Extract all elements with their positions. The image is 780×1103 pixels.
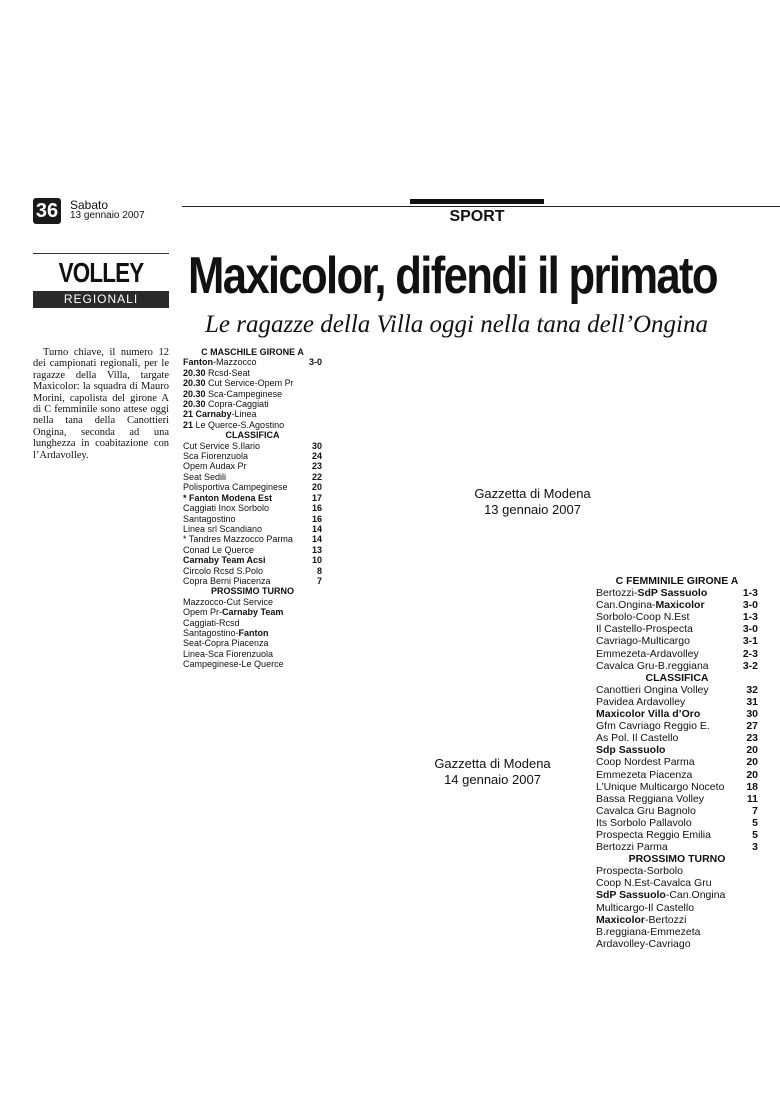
team-points: 8 (316, 565, 322, 576)
team-points: 23 (311, 461, 322, 472)
next-round-title: PROSSIMO TURNO (210, 586, 294, 597)
home-team: Rcsd (208, 367, 229, 378)
match-separator: - (644, 901, 648, 914)
team-name: Seat Sedili (183, 471, 227, 482)
next-match-row (596, 877, 758, 889)
home-team: Copra (208, 399, 233, 410)
next-match-row (596, 926, 758, 938)
match-time: 20.30 (183, 378, 209, 389)
team-points: 23 (746, 732, 758, 745)
away-team: Cut Service (226, 596, 274, 607)
home-team: Ardavolley (596, 937, 646, 950)
team-name: Emmezeta Piacenza (596, 768, 693, 781)
match-separator: - (238, 659, 242, 670)
match (596, 599, 705, 611)
away-team: SdP Sassuolo (637, 587, 708, 600)
caption-1-source: Gazzetta di Modena (474, 486, 591, 501)
match-time: 20.30 (183, 388, 209, 399)
home-team: Cavalca Gru (596, 659, 655, 672)
match-separator: - (632, 611, 636, 624)
match (596, 587, 707, 599)
team-points: 3 (752, 841, 758, 854)
standings-row (183, 503, 322, 513)
standings-row (596, 696, 758, 708)
match-time: 20.30 (183, 399, 209, 410)
result-row (596, 587, 758, 599)
next-match-row (596, 902, 758, 914)
team-points: 14 (311, 534, 322, 545)
match-separator: - (201, 638, 205, 649)
team-name: Bassa Reggiana Volley (596, 792, 704, 805)
result-row (183, 420, 322, 430)
team-points: 22 (311, 471, 322, 482)
team-points: 27 (746, 720, 758, 733)
next-match (596, 877, 712, 889)
next-match-row (183, 607, 322, 617)
standings-row (183, 472, 322, 482)
next-round-title: PROSSIMO TURNO (628, 853, 726, 866)
match (183, 357, 257, 367)
match (596, 648, 699, 660)
next-match-row (596, 865, 758, 877)
standings-row (596, 744, 758, 756)
team-name: Caggiati Inox Sorbolo (183, 503, 270, 514)
next-match-row (596, 914, 758, 926)
away-team: Can.Ongina (669, 889, 726, 902)
team-name: Conad Le Querce (183, 544, 255, 555)
result-row (183, 389, 322, 399)
team-name: Circolo Rcsd S.Polo (183, 565, 264, 576)
next-match (596, 914, 686, 926)
home-team: Cut Service (208, 378, 255, 389)
caption-1-date: 13 gennaio 2007 (484, 502, 581, 517)
match (596, 623, 693, 635)
home-team: Bertozzi (596, 587, 634, 600)
home-team: Seat (183, 638, 202, 649)
home-team: Santagostino (183, 627, 236, 638)
away-team: Seat (231, 367, 251, 378)
match-score: 3-2 (742, 659, 758, 672)
team-name: Cut Service S.Ilario (183, 440, 261, 451)
match-separator: - (223, 596, 227, 607)
match (183, 389, 282, 399)
team-points: 5 (752, 816, 758, 829)
next-match (596, 938, 691, 950)
match-separator: - (645, 913, 649, 926)
match-time: 21 (183, 409, 196, 420)
caption-1 (440, 486, 625, 518)
away-team: Opem Pr (257, 378, 294, 389)
next-match (183, 597, 273, 607)
home-team: Campeginese (183, 659, 239, 670)
match-separator: - (652, 599, 656, 612)
match-separator: - (642, 623, 646, 636)
away-team: B.reggiana (657, 659, 709, 672)
team-points: 16 (311, 503, 322, 514)
away-team: Copra Piacenza (204, 638, 269, 649)
match-time: 21 (183, 419, 196, 430)
match-score: 2-3 (742, 647, 758, 660)
header-date: 13 gennaio 2007 (70, 210, 145, 221)
team-name: Coop Nordest Parma (596, 756, 695, 769)
home-team: Maxicolor (596, 913, 646, 926)
standings-row (183, 493, 322, 503)
standings-row (596, 708, 758, 720)
home-team: B.reggiana (596, 925, 647, 938)
standings-row (596, 829, 758, 841)
away-team: Maxicolor (655, 599, 705, 612)
team-name: Gfm Cavriago Reggio E. (596, 720, 710, 733)
result-row (596, 599, 758, 611)
away-team: Sorbolo (646, 865, 683, 878)
match-separator: - (232, 399, 236, 410)
match-separator: - (654, 659, 658, 672)
standings-row (596, 817, 758, 829)
team-name: * Tandres Mazzocco Parma (183, 534, 293, 545)
team-points: 14 (311, 523, 322, 534)
match (596, 635, 690, 647)
standings-row (183, 524, 322, 534)
next-match-row (183, 649, 322, 659)
header-day: Sabato (70, 198, 109, 212)
caption-2-source: Gazzetta di Modena (434, 756, 551, 771)
home-team: Mazzocco (183, 596, 224, 607)
match (183, 409, 257, 419)
standings-row (183, 482, 322, 492)
volley-rule (33, 253, 169, 254)
team-points: 24 (311, 451, 322, 462)
home-team: Sorbolo (596, 611, 633, 624)
away-team: Prospecta (645, 623, 693, 636)
team-points: 16 (311, 513, 322, 524)
match (183, 378, 294, 388)
standings-row (596, 769, 758, 781)
team-name: Copra Berni Piacenza (183, 575, 271, 586)
team-name: Bertozzi Parma (596, 841, 668, 854)
match-score: 3-0 (308, 357, 322, 368)
away-team: Cavalca Gru (653, 877, 712, 890)
team-points: 5 (752, 828, 758, 841)
team-points: 17 (311, 492, 322, 503)
next-match (596, 889, 725, 901)
team-points: 11 (746, 792, 758, 805)
standings-row (596, 720, 758, 732)
match-separator: - (254, 378, 258, 389)
team-name: Polisportiva Campeginese (183, 482, 288, 493)
away-team: Bertozzi (648, 913, 687, 926)
next-match-row (183, 597, 322, 607)
standings-title: CLASSIFICA (225, 430, 280, 441)
match-separator: - (237, 419, 241, 430)
match-separator: - (219, 607, 223, 618)
match-score: 1-3 (742, 611, 758, 624)
match-separator: - (646, 925, 651, 938)
home-team: Prospecta (596, 865, 644, 878)
match-separator: - (235, 627, 239, 638)
next-match (183, 649, 273, 659)
result-row (596, 660, 758, 672)
match-separator: - (633, 587, 638, 600)
result-row (183, 399, 322, 409)
home-team: Fanton (183, 357, 213, 368)
team-name: As Pol. Il Castello (596, 732, 679, 745)
home-team: Sca (208, 388, 224, 399)
next-match (596, 865, 683, 877)
standings-row (183, 576, 322, 586)
result-row (596, 623, 758, 635)
result-row (596, 648, 758, 660)
result-row (183, 357, 322, 367)
home-team: Coop N.Est (596, 877, 650, 890)
standings-row (596, 805, 758, 817)
match (596, 660, 709, 672)
next-match-row (183, 628, 322, 638)
team-points: 7 (316, 575, 322, 586)
match-time: 20.30 (183, 367, 209, 378)
away-team: Fanton (238, 627, 269, 638)
team-name: L’Unique Multicargo Noceto (596, 780, 725, 793)
caption-2-date: 14 gennaio 2007 (444, 772, 541, 787)
home-team: Le Querce (195, 419, 238, 430)
team-points: 30 (311, 440, 322, 451)
match (183, 420, 284, 430)
headline: Maxicolor, difendi il primato (188, 247, 717, 305)
home-team: Caggiati (183, 617, 217, 628)
table-title: C MASCHILE GIRONE A (201, 347, 304, 357)
next-match-row (183, 659, 322, 669)
femminile-table (596, 575, 758, 950)
away-team: Emmezeta (650, 925, 701, 938)
home-team: Opem Pr (183, 607, 220, 618)
next-match (183, 628, 269, 638)
match-score: 3-0 (742, 599, 758, 612)
regionali-band: REGIONALI (33, 291, 169, 308)
match-separator: - (205, 648, 209, 659)
standings-row (183, 545, 322, 555)
team-name: Cavalca Gru Bagnolo (596, 804, 696, 817)
away-team: Sca Fiorenzuola (208, 648, 274, 659)
home-team: Carnaby (195, 409, 232, 420)
next-match (183, 659, 284, 669)
team-points: 13 (311, 544, 322, 555)
team-name: Prospecta Reggio Emilia (596, 828, 711, 841)
match-separator: - (231, 409, 235, 420)
away-team: Caggiati (235, 399, 269, 410)
standings-row (183, 534, 322, 544)
away-team: Ardavolley (649, 647, 699, 660)
team-points: 10 (311, 555, 322, 566)
result-row (596, 635, 758, 647)
match-score: 3-1 (742, 635, 758, 648)
match-score: 1-3 (742, 587, 758, 600)
next-match-row (183, 638, 322, 648)
match (183, 399, 269, 409)
match-separator: - (638, 635, 642, 648)
next-match-row (596, 938, 758, 950)
team-name: Linea srl Scandiano (183, 523, 263, 534)
away-team: Linea (234, 409, 257, 420)
team-name: Santagostino (183, 513, 236, 524)
match-score: 3-0 (742, 623, 758, 636)
match-separator: - (665, 889, 670, 902)
away-team: Cavriago (648, 937, 691, 950)
section-label: SPORT (449, 208, 505, 225)
match (596, 611, 689, 623)
team-name: Sdp Sassuolo (596, 744, 666, 757)
standings-row (183, 555, 322, 565)
home-team: Cavriago (596, 635, 639, 648)
home-team: SdP Sassuolo (596, 889, 666, 902)
intro-paragraph: Turno chiave, il numero 12 dei campionati regionali, per le ragazze della Villa, targate Maxicolor: la squadra di Mauro Morini, capolista del girone A di C femminile sono attese oggi nella tana della Canottieri Ongina, seconda ad una lunghezza in coabitazione con l’Ardavolley. (33, 347, 169, 461)
team-name: Opem Audax Pr (183, 461, 247, 472)
next-match (183, 607, 283, 617)
team-points: 20 (746, 768, 758, 781)
standings-row (183, 441, 322, 451)
team-name: Sca Fiorenzuola (183, 451, 249, 462)
home-team: Linea (183, 648, 206, 659)
team-points: 31 (746, 695, 758, 708)
away-team: Carnaby Team (222, 607, 284, 618)
home-team: Can.Ongina (596, 599, 653, 612)
maschile-table (183, 347, 322, 670)
standings-row (596, 793, 758, 805)
caption-2 (400, 756, 585, 788)
away-team: S.Agostino (240, 419, 285, 430)
match-separator: - (645, 937, 649, 950)
away-team: Campeginese (226, 388, 283, 399)
team-name: * Fanton Modena Est (183, 492, 273, 503)
standings-row (596, 841, 758, 853)
match-separator: - (228, 367, 232, 378)
standings-row (596, 756, 758, 768)
standings-title: CLASSIFICA (645, 671, 709, 684)
standings-row (183, 461, 322, 471)
team-points: 18 (746, 780, 758, 793)
team-name: Its Sorbolo Pallavolo (596, 816, 692, 829)
match (183, 368, 250, 378)
match-separator: - (649, 877, 654, 890)
team-name: Pavidea Ardavolley (596, 695, 686, 708)
standings-row (596, 781, 758, 793)
team-points: 7 (752, 804, 758, 817)
next-match-row (183, 618, 322, 628)
result-row (183, 409, 322, 419)
next-match (183, 638, 269, 648)
result-row (183, 368, 322, 378)
home-team: Emmezeta (596, 647, 647, 660)
result-row (596, 611, 758, 623)
away-team: Rcsd (219, 617, 240, 628)
standings-row (596, 732, 758, 744)
next-match (596, 902, 694, 914)
away-team: Le Querce (241, 659, 284, 670)
standings-row (183, 514, 322, 524)
team-name: Carnaby Team Acsi (183, 555, 266, 566)
match-separator: - (216, 617, 220, 628)
next-match (183, 618, 240, 628)
subheadline: Le ragazze della Villa oggi nella tana dell’Ongina (205, 311, 708, 338)
volley-title: VOLLEY (58, 257, 144, 288)
home-team: Multicargo (596, 901, 645, 914)
away-team: Coop N.Est (635, 611, 690, 624)
next-match (596, 926, 700, 938)
match-separator: - (223, 388, 227, 399)
team-points: 32 (746, 683, 758, 696)
match-separator: - (643, 865, 647, 878)
section-bar (410, 199, 544, 204)
team-points: 20 (746, 744, 758, 757)
standings-row (183, 566, 322, 576)
standings-row (183, 451, 322, 461)
team-name: Canottieri Ongina Volley (596, 683, 709, 696)
away-team: Mazzocco (216, 357, 257, 368)
table-title: C FEMMINILE GIRONE A (615, 575, 739, 587)
home-team: Il Castello (596, 623, 643, 636)
next-match-row (596, 889, 758, 901)
page-number: 36 (33, 198, 61, 224)
match-separator: - (213, 357, 216, 368)
match-separator: - (646, 647, 650, 660)
result-row (183, 378, 322, 388)
team-name: Maxicolor Villa d’Oro (596, 708, 701, 721)
standings-row (596, 684, 758, 696)
away-team: Multicargo (641, 635, 690, 648)
team-points: 20 (746, 756, 758, 769)
team-points: 20 (311, 482, 322, 493)
team-points: 30 (746, 708, 758, 721)
away-team: Il Castello (647, 901, 695, 914)
